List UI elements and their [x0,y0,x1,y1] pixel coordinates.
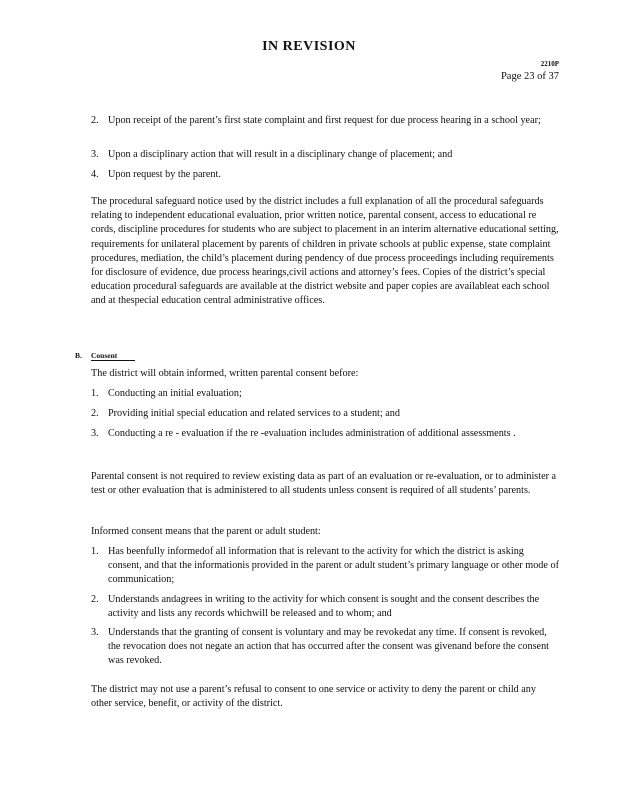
page-title: IN REVISION [262,39,356,54]
list-item-number: 2. [91,594,99,605]
consent-intro: The district will obtain informed, written parental consent before: [91,368,359,379]
list-item-number: 2. [91,408,99,419]
list-item: Understands andagrees in writing to the activity for which consent is sought and the consent describes the activity and lists any records whichwill be released and to whom; and [108,594,540,620]
section-heading: Consent [91,351,135,361]
list-item: Upon a disciplinary action that will result in a disciplinary change of placement; and [108,149,453,160]
policy-code: 2210P [540,60,559,68]
informed-consent-intro: Informed consent means that the parent or adult student: [91,526,321,537]
refusal-paragraph: The district may not use a parent’s refusal to consent to one service or activity to deny the parent or child any other service, benefit, or activity of the district. [91,684,536,710]
section-letter: B. [75,351,82,360]
list-item: Conducting an initial evaluation; [108,388,242,399]
list-item: Upon request by the parent. [108,169,221,180]
list-item-number: 3. [91,149,99,160]
parental-consent-paragraph: Parental consent is not required to review existing data as part of an evaluation or re-evaluation, or to administer a test or other evaluation that is administered to all students unless consent is required of all students’ parents. [91,471,557,497]
list-item-number: 4. [91,169,99,180]
list-item: Conducting a re - evaluation if the re -evaluation includes administration of additional assessments . [108,428,516,439]
list-item-number: 1. [91,388,99,399]
list-item: Understands that the granting of consent is voluntary and may be revokedat any time. If consent is revoked, the revocation does not negate an action that has occurred after the consent was givenand before the consent was revoked. [108,627,549,667]
list-item: Upon receipt of the parent’s first state complaint and first request for due process hearing in a school year; [108,115,541,126]
page-number: Page 23 of 37 [500,71,559,82]
procedural-safeguards-paragraph: The procedural safeguard notice used by the district includes a full explanation of all the procedural safeguards relating to independent educational evaluation, prior written notice, parental consent, access to educational re cords, discipline procedures for students who are subject to placement in an interim alternative educational setting, requirements for unilateral placement by parents of children in private schools at public expense, state complaint procedures, mediation, the child’s placement during pendency of due process proceedings including requirements for disclosure of evidence, due process hearings,civil actions and attorney’s fees. Copies of the district’s special education procedural safeguards are available at the district website and paper copies are availableat each school and at thespecial education central administrative offices. [91,196,559,307]
list-item-number: 3. [91,428,99,439]
list-item-number: 2. [91,115,99,126]
list-item: Has beenfully informedof all information that is relevant to the activity for which the district is asking consent, and that the informationis provided in the parent or adult student’s primary language or other mode of communication; [108,546,559,586]
list-item: Providing initial special education and related services to a student; and [108,408,400,419]
list-item-number: 1. [91,546,99,557]
list-item-number: 3. [91,627,99,638]
